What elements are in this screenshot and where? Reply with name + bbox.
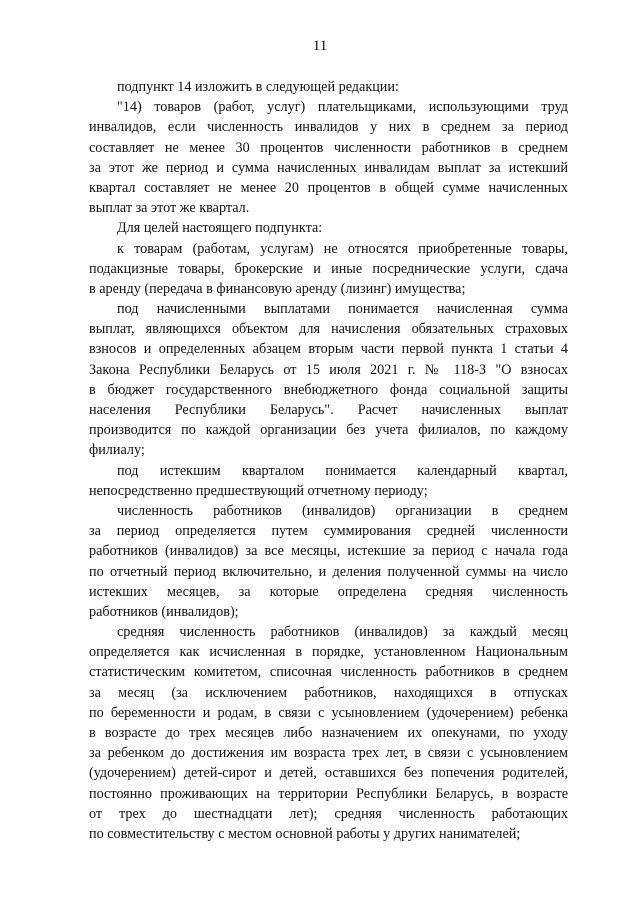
text-line: за период определяется путем суммирования средней численности	[89, 523, 568, 540]
text-line: по отчетный период включительно, и деления полученной суммы на число	[89, 563, 568, 580]
text-line: средняя численность работников (инвалидов) за каждый месяц	[117, 624, 568, 641]
paragraph	[89, 218, 568, 238]
text-line: за месяц (за исключением работников, находящихся в отпусках	[89, 684, 568, 701]
text-line: статистическим комитетом, списочная численность работников в среднем	[89, 664, 568, 681]
text-line: численность работников (инвалидов) организации в среднем	[117, 502, 568, 519]
paragraph	[89, 97, 568, 218]
text-line: к товарам (работам, услугам) не относятся приобретенные товары,	[117, 240, 568, 257]
text-line: по беременности и родам, в связи с усыновлением (удочерением) ребенка	[89, 704, 568, 721]
text-line: филиалу;	[89, 442, 145, 459]
text-line: "14) товаров (работ, услуг) плательщиками, использующими труд	[117, 99, 568, 116]
text-line: истекших месяцев, за которые определена средняя численность	[89, 583, 568, 600]
text-line: работников (инвалидов);	[89, 603, 239, 620]
document-body	[89, 77, 568, 844]
text-line: составляет не менее 30 процентов численности работников в среднем	[89, 139, 568, 156]
text-line: населения Республики Беларусь". Расчет начисленных выплат	[89, 402, 568, 418]
text-line: под начисленными выплатами понимается начисленная сумма	[117, 301, 568, 318]
text-line: непосредственно предшествующий отчетному периоду;	[89, 482, 428, 499]
text-line: (удочерением) детей-сирот и детей, оставшихся без попечения родителей,	[89, 765, 568, 782]
paragraph	[89, 299, 568, 461]
text-line: постоянно проживающих на территории Республики Беларусь, в возрасте	[89, 785, 568, 802]
text-line: определяется как исчисленная в порядке, установленном Национальным	[89, 644, 568, 661]
text-line: от трех до шестнадцати лет); средняя численность работающих	[89, 805, 568, 822]
page-number: 11	[312, 38, 328, 54]
text-line: за ребенком до достижения им возраста трех лет, в связи с усыновлением	[89, 745, 568, 762]
text-line: в аренду (передача в финансовую аренду (лизинг) имущества;	[89, 280, 466, 297]
paragraph	[89, 239, 568, 300]
text-line: в бюджет государственного внебюджетного фонда социальной защиты	[89, 381, 568, 398]
text-line: за этот же период и сумма начисленных инвалидам выплат за истекший	[89, 159, 568, 176]
text-line: инвалидов, если численность инвалидов у них в среднем за период	[89, 119, 568, 136]
text-line: работников (инвалидов) за все месяцы, истекшие за период с начала года	[89, 543, 568, 560]
text-line: подпункт 14 изложить в следующей редакции:	[117, 79, 399, 95]
text-line: выплат за этот же квартал.	[89, 200, 250, 217]
text-line: Для целей настоящего подпункта:	[117, 220, 323, 237]
text-line: под истекшим кварталом понимается календарный квартал,	[117, 462, 568, 479]
paragraph	[89, 461, 568, 501]
text-line: подакцизные товары, брокерские и иные посреднические услуги, сдача	[89, 260, 568, 277]
text-line: выплат, являющихся объектом для начисления обязательных страховых	[89, 321, 568, 338]
paragraph	[89, 77, 568, 97]
text-line: взносов и определенных абзацем вторым части первой пункта 1 статьи 4	[89, 341, 568, 358]
text-line: по совместительству с местом основной работы у других нанимателей;	[89, 825, 521, 842]
text-line: в возрасте до трех месяцев либо назначением их опекунами, по уходу	[89, 725, 568, 741]
text-line: производится по каждой организации без учета филиалов, по каждому	[89, 422, 568, 439]
paragraph	[89, 622, 568, 844]
text-line: Закона Республики Беларусь от 15 июля 2021 г. № 118-З "О взносах	[89, 361, 568, 378]
paragraph	[89, 501, 568, 622]
text-line: квартал составляет не менее 20 процентов в общей сумме начисленных	[89, 179, 568, 196]
